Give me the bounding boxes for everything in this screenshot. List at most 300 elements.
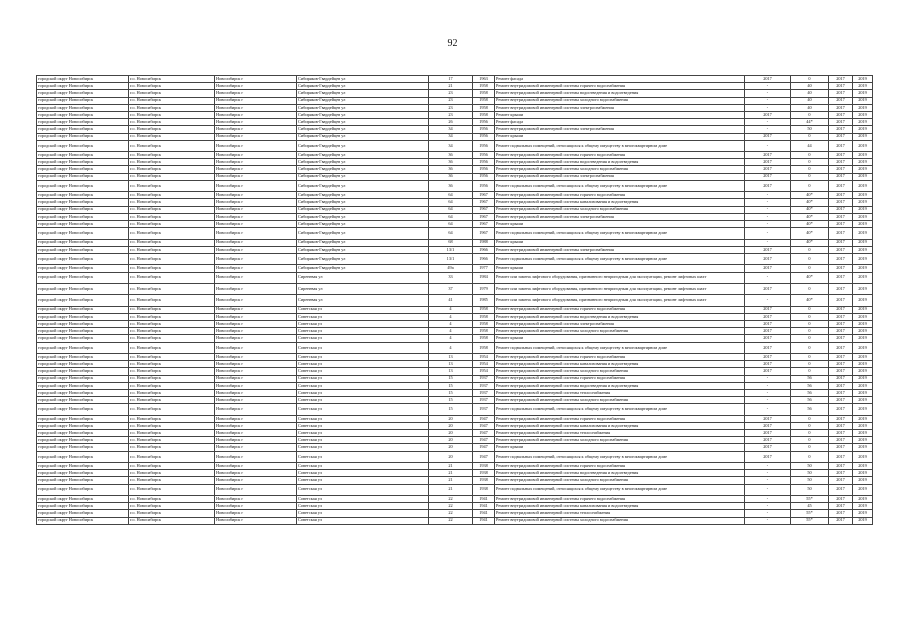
municipality-cell: городской округ Новосибирск [37, 97, 129, 104]
period-start-cell: 2017 [829, 180, 853, 191]
planned-year-cell: - [745, 90, 791, 97]
planned-year-cell: - [745, 228, 791, 239]
value-cell: 40* [791, 239, 829, 246]
table-row [37, 126, 873, 133]
value-cell: 44* [791, 119, 829, 126]
house-cell: 4 [429, 321, 473, 328]
city-cell: Новосибирск г [215, 463, 297, 470]
year-built-cell: 1941 [473, 495, 495, 502]
locality-cell: г.о. Новосибирск [129, 404, 215, 415]
street-cell: Сибиряков-Гвардейцев ул [297, 133, 429, 140]
planned-year-cell: - [745, 517, 791, 524]
municipality-cell: городской округ Новосибирск [37, 104, 129, 111]
period-start-cell: 2017 [829, 192, 853, 199]
period-end-cell: 2019 [853, 152, 873, 159]
table-row [37, 389, 873, 396]
work-type-cell: Ремонт внутридомовой инженерной системы канализования и водоотведения [495, 503, 745, 510]
street-cell: Советская ул [297, 415, 429, 422]
house-cell: 20 [429, 444, 473, 451]
value-cell: 0 [791, 342, 829, 353]
house-cell: 23 [429, 104, 473, 111]
street-cell: Советская ул [297, 382, 429, 389]
work-type-cell: Ремонт внутридомовой инженерной системы холодного водоснабжения [495, 97, 745, 104]
municipality-cell: городской округ Новосибирск [37, 451, 129, 462]
value-cell: 0 [791, 430, 829, 437]
period-end-cell: 2019 [853, 321, 873, 328]
period-end-cell: 2019 [853, 295, 873, 306]
period-start-cell: 2017 [829, 415, 853, 422]
city-cell: Новосибирск г [215, 119, 297, 126]
street-cell: Советская ул [297, 463, 429, 470]
work-type-cell: Ремонт внутридомовой инженерной системы водоотведения и водоотведения [495, 90, 745, 97]
period-start-cell: 2017 [829, 430, 853, 437]
period-start-cell: 2017 [829, 83, 853, 90]
period-end-cell: 2019 [853, 133, 873, 140]
table-row [37, 220, 873, 227]
municipality-cell: городской округ Новосибирск [37, 503, 129, 510]
year-built-cell: 1977 [473, 265, 495, 272]
locality-cell: г.о. Новосибирск [129, 199, 215, 206]
house-cell: 21 [429, 477, 473, 484]
work-type-cell: Ремонт внутридомовой инженерной системы электроснабжения [495, 246, 745, 253]
table-row [37, 444, 873, 451]
value-cell: 40* [791, 220, 829, 227]
house-cell: 4 [429, 328, 473, 335]
year-built-cell: 1937 [473, 397, 495, 404]
planned-year-cell: - [745, 510, 791, 517]
locality-cell: г.о. Новосибирск [129, 328, 215, 335]
work-type-cell: Ремонт внутридомовой инженерной системы электроснабжения [495, 173, 745, 180]
value-cell: 56 [791, 389, 829, 396]
house-cell: 36 [429, 180, 473, 191]
municipality-cell: городской округ Новосибирск [37, 342, 129, 353]
period-start-cell: 2017 [829, 397, 853, 404]
street-cell: Сибиряков-Гвардейцев ул [297, 83, 429, 90]
value-cell: 0 [791, 152, 829, 159]
period-start-cell: 2017 [829, 199, 853, 206]
house-cell: 4 [429, 313, 473, 320]
locality-cell: г.о. Новосибирск [129, 382, 215, 389]
street-cell: Сибиряков-Гвардейцев ул [297, 180, 429, 191]
house-cell: 13/1 [429, 246, 473, 253]
period-start-cell: 2017 [829, 272, 853, 283]
city-cell: Новосибирск г [215, 173, 297, 180]
period-start-cell: 2017 [829, 321, 853, 328]
year-built-cell: 1956 [473, 159, 495, 166]
municipality-cell: городской округ Новосибирск [37, 213, 129, 220]
locality-cell: г.о. Новосибирск [129, 213, 215, 220]
work-type-cell: Ремонт внутридомовой инженерной системы холодного водоснабжения [495, 328, 745, 335]
table-row [37, 321, 873, 328]
work-type-cell: Ремонт подвальных помещений, относящихся к общему имуществу в многоквартирном доме [495, 140, 745, 151]
period-start-cell: 2017 [829, 213, 853, 220]
value-cell: 0 [791, 422, 829, 429]
year-built-cell: 1958 [473, 111, 495, 118]
year-built-cell: 1938 [473, 470, 495, 477]
table-row [37, 119, 873, 126]
locality-cell: г.о. Новосибирск [129, 90, 215, 97]
period-start-cell: 2017 [829, 97, 853, 104]
table-row [37, 470, 873, 477]
municipality-cell: городской округ Новосибирск [37, 239, 129, 246]
house-cell: 15 [429, 404, 473, 415]
period-end-cell: 2019 [853, 517, 873, 524]
locality-cell: г.о. Новосибирск [129, 180, 215, 191]
city-cell: Новосибирск г [215, 484, 297, 495]
city-cell: Новосибирск г [215, 389, 297, 396]
period-start-cell: 2017 [829, 206, 853, 213]
period-end-cell: 2019 [853, 495, 873, 502]
period-start-cell: 2017 [829, 283, 853, 294]
year-built-cell: 1956 [473, 152, 495, 159]
year-built-cell: 1967 [473, 220, 495, 227]
value-cell: 0 [791, 306, 829, 313]
value-cell: 40* [791, 206, 829, 213]
house-cell: 15 [429, 382, 473, 389]
period-start-cell: 2017 [829, 239, 853, 246]
year-built-cell: 1956 [473, 173, 495, 180]
house-cell: 49a [429, 265, 473, 272]
planned-year-cell: 2017 [745, 313, 791, 320]
table-row [37, 382, 873, 389]
value-cell: 56 [791, 382, 829, 389]
period-end-cell: 2019 [853, 306, 873, 313]
city-cell: Новосибирск г [215, 415, 297, 422]
locality-cell: г.о. Новосибирск [129, 104, 215, 111]
year-built-cell: 1954 [473, 354, 495, 361]
table-row [37, 451, 873, 462]
period-start-cell: 2017 [829, 463, 853, 470]
street-cell: Советская ул [297, 361, 429, 368]
planned-year-cell: - [745, 404, 791, 415]
planned-year-cell: - [745, 463, 791, 470]
value-cell: 40 [791, 97, 829, 104]
municipality-cell: городской округ Новосибирск [37, 306, 129, 313]
municipality-cell: городской округ Новосибирск [37, 140, 129, 151]
work-type-cell: Ремонт крыши [495, 265, 745, 272]
house-cell: 41 [429, 295, 473, 306]
value-cell: 0 [791, 159, 829, 166]
period-end-cell: 2019 [853, 368, 873, 375]
municipality-cell: городской округ Новосибирск [37, 382, 129, 389]
street-cell: Сибиряков-Гвардейцев ул [297, 206, 429, 213]
period-end-cell: 2019 [853, 484, 873, 495]
period-start-cell: 2017 [829, 246, 853, 253]
value-cell: 0 [791, 368, 829, 375]
municipality-cell: городской округ Новосибирск [37, 76, 129, 83]
planned-year-cell: - [745, 213, 791, 220]
street-cell: Советская ул [297, 375, 429, 382]
table-row [37, 140, 873, 151]
period-end-cell: 2019 [853, 477, 873, 484]
locality-cell: г.о. Новосибирск [129, 283, 215, 294]
street-cell: Сибиряков-Гвардейцев ул [297, 228, 429, 239]
house-cell: 13 [429, 368, 473, 375]
year-built-cell: 1966 [473, 246, 495, 253]
locality-cell: г.о. Новосибирск [129, 342, 215, 353]
period-start-cell: 2017 [829, 361, 853, 368]
work-type-cell: Ремонт подвальных помещений, относящихся к общему имуществу в многоквартирном доме [495, 451, 745, 462]
municipality-cell: городской округ Новосибирск [37, 422, 129, 429]
period-start-cell: 2017 [829, 517, 853, 524]
street-cell: Советская ул [297, 389, 429, 396]
locality-cell: г.о. Новосибирск [129, 313, 215, 320]
city-cell: Новосибирск г [215, 213, 297, 220]
planned-year-cell: 2017 [745, 321, 791, 328]
period-end-cell: 2019 [853, 97, 873, 104]
year-built-cell: 1958 [473, 313, 495, 320]
table-row [37, 283, 873, 294]
house-cell: 22 [429, 495, 473, 502]
year-built-cell: 1985 [473, 295, 495, 306]
period-start-cell: 2017 [829, 111, 853, 118]
city-cell: Новосибирск г [215, 510, 297, 517]
table-row [37, 463, 873, 470]
house-cell: 20 [429, 430, 473, 437]
period-end-cell: 2019 [853, 265, 873, 272]
work-type-cell: Ремонт внутридомовой инженерной системы холодного водоснабжения [495, 166, 745, 173]
table-row [37, 295, 873, 306]
street-cell: Сибиряков-Гвардейцев ул [297, 253, 429, 264]
house-cell: 64 [429, 228, 473, 239]
municipality-cell: городской округ Новосибирск [37, 199, 129, 206]
period-end-cell: 2019 [853, 354, 873, 361]
year-built-cell: 1958 [473, 321, 495, 328]
house-cell: 34 [429, 133, 473, 140]
city-cell: Новосибирск г [215, 361, 297, 368]
table-row [37, 239, 873, 246]
period-start-cell: 2017 [829, 265, 853, 272]
period-end-cell: 2019 [853, 415, 873, 422]
planned-year-cell: 2017 [745, 133, 791, 140]
table-row [37, 152, 873, 159]
work-type-cell: Ремонт внутридомовой инженерной системы теплоснабжения [495, 430, 745, 437]
street-cell: Советская ул [297, 422, 429, 429]
municipality-cell: городской округ Новосибирск [37, 253, 129, 264]
period-start-cell: 2017 [829, 253, 853, 264]
house-cell: 36 [429, 152, 473, 159]
municipality-cell: городской округ Новосибирск [37, 220, 129, 227]
street-cell: Советская ул [297, 495, 429, 502]
table-row [37, 397, 873, 404]
year-built-cell: 1988 [473, 239, 495, 246]
street-cell: Советская ул [297, 430, 429, 437]
house-cell: 33 [429, 272, 473, 283]
period-end-cell: 2019 [853, 272, 873, 283]
table-row [37, 361, 873, 368]
house-cell: 21 [429, 484, 473, 495]
street-cell: Советская ул [297, 477, 429, 484]
period-start-cell: 2017 [829, 140, 853, 151]
city-cell: Новосибирск г [215, 354, 297, 361]
value-cell: 0 [791, 133, 829, 140]
planned-year-cell: - [745, 470, 791, 477]
municipality-cell: городской округ Новосибирск [37, 111, 129, 118]
period-start-cell: 2017 [829, 484, 853, 495]
city-cell: Новосибирск г [215, 517, 297, 524]
planned-year-cell: - [745, 239, 791, 246]
table-row [37, 90, 873, 97]
work-type-cell: Ремонт внутридомовой инженерной системы электроснабжения [495, 126, 745, 133]
house-cell: 20 [429, 451, 473, 462]
house-cell: 22 [429, 517, 473, 524]
municipality-cell: городской округ Новосибирск [37, 477, 129, 484]
municipality-cell: городской округ Новосибирск [37, 83, 129, 90]
value-cell: 0 [791, 76, 829, 83]
municipality-cell: городской округ Новосибирск [37, 295, 129, 306]
municipality-cell: городской округ Новосибирск [37, 119, 129, 126]
city-cell: Новосибирск г [215, 239, 297, 246]
value-cell: 56 [791, 397, 829, 404]
street-cell: Советская ул [297, 328, 429, 335]
city-cell: Новосибирск г [215, 159, 297, 166]
year-built-cell: 1956 [473, 140, 495, 151]
house-cell: 21 [429, 463, 473, 470]
house-cell: 4 [429, 306, 473, 313]
period-end-cell: 2019 [853, 342, 873, 353]
municipality-cell: городской округ Новосибирск [37, 152, 129, 159]
table-row [37, 430, 873, 437]
municipality-cell: городской округ Новосибирск [37, 495, 129, 502]
planned-year-cell: 2017 [745, 430, 791, 437]
planned-year-cell: - [745, 389, 791, 396]
value-cell: 40* [791, 213, 829, 220]
table-row [37, 246, 873, 253]
capital-repair-register-table [36, 75, 873, 525]
house-cell: 64 [429, 206, 473, 213]
year-built-cell: 1967 [473, 206, 495, 213]
planned-year-cell: - [745, 477, 791, 484]
city-cell: Новосибирск г [215, 83, 297, 90]
work-type-cell: Ремонт крыши [495, 335, 745, 342]
planned-year-cell: 2017 [745, 354, 791, 361]
street-cell: Сибиряков-Гвардейцев ул [297, 159, 429, 166]
street-cell: Сиреневая ул [297, 283, 429, 294]
city-cell: Новосибирск г [215, 321, 297, 328]
year-built-cell: 1958 [473, 306, 495, 313]
period-end-cell: 2019 [853, 213, 873, 220]
city-cell: Новосибирск г [215, 220, 297, 227]
period-start-cell: 2017 [829, 451, 853, 462]
period-end-cell: 2019 [853, 76, 873, 83]
locality-cell: г.о. Новосибирск [129, 246, 215, 253]
value-cell: 0 [791, 180, 829, 191]
page-number: 92 [447, 38, 458, 49]
planned-year-cell: 2017 [745, 152, 791, 159]
work-type-cell: Ремонт внутридомовой инженерной системы электроснабжения [495, 321, 745, 328]
work-type-cell: Ремонт подвальных помещений, относящихся к общему имуществу в многоквартирном доме [495, 180, 745, 191]
house-cell: 26 [429, 119, 473, 126]
planned-year-cell: - [745, 495, 791, 502]
year-built-cell: 1979 [473, 283, 495, 294]
period-start-cell: 2017 [829, 228, 853, 239]
period-start-cell: 2017 [829, 76, 853, 83]
value-cell: 55* [791, 495, 829, 502]
table-row [37, 368, 873, 375]
year-built-cell: 1967 [473, 213, 495, 220]
locality-cell: г.о. Новосибирск [129, 361, 215, 368]
street-cell: Советская ул [297, 451, 429, 462]
house-cell: 64 [429, 199, 473, 206]
year-built-cell: 1958 [473, 328, 495, 335]
period-start-cell: 2017 [829, 422, 853, 429]
period-end-cell: 2019 [853, 335, 873, 342]
planned-year-cell: - [745, 484, 791, 495]
city-cell: Новосибирск г [215, 199, 297, 206]
municipality-cell: городской округ Новосибирск [37, 354, 129, 361]
work-type-cell: Ремонт внутридомовой инженерной системы водоотведения и водоотведения [495, 470, 745, 477]
planned-year-cell: 2017 [745, 180, 791, 191]
house-cell: 36 [429, 173, 473, 180]
work-type-cell: Ремонт внутридомовой инженерной системы горячего водоснабжения [495, 495, 745, 502]
period-start-cell: 2017 [829, 173, 853, 180]
table-row [37, 104, 873, 111]
year-built-cell: 1958 [473, 104, 495, 111]
value-cell: 50 [791, 470, 829, 477]
period-end-cell: 2019 [853, 313, 873, 320]
locality-cell: г.о. Новосибирск [129, 152, 215, 159]
work-type-cell: Ремонт подвальных помещений, относящихся к общему имуществу в многоквартирном доме [495, 253, 745, 264]
house-cell: 23 [429, 111, 473, 118]
value-cell: 50 [791, 484, 829, 495]
planned-year-cell: 2017 [745, 415, 791, 422]
table-row [37, 83, 873, 90]
house-cell: 20 [429, 422, 473, 429]
city-cell: Новосибирск г [215, 206, 297, 213]
street-cell: Советская ул [297, 404, 429, 415]
city-cell: Новосибирск г [215, 495, 297, 502]
work-type-cell: Ремонт внутридомовой инженерной системы горячего водоснабжения [495, 83, 745, 90]
value-cell: 40* [791, 192, 829, 199]
work-type-cell: Ремонт внутридомовой инженерной системы горячего водоснабжения [495, 463, 745, 470]
house-cell: 23 [429, 97, 473, 104]
locality-cell: г.о. Новосибирск [129, 389, 215, 396]
period-end-cell: 2019 [853, 119, 873, 126]
planned-year-cell: - [745, 199, 791, 206]
municipality-cell: городской округ Новосибирск [37, 180, 129, 191]
city-cell: Новосибирск г [215, 111, 297, 118]
period-start-cell: 2017 [829, 152, 853, 159]
table-row [37, 228, 873, 239]
work-type-cell: Ремонт подвальных помещений, относящихся к общему имуществу в многоквартирном доме [495, 228, 745, 239]
city-cell: Новосибирск г [215, 104, 297, 111]
city-cell: Новосибирск г [215, 192, 297, 199]
work-type-cell: Ремонт крыши [495, 133, 745, 140]
work-type-cell: Ремонт подвальных помещений, относящихся к общему имуществу в многоквартирном доме [495, 484, 745, 495]
table-row [37, 510, 873, 517]
planned-year-cell: 2017 [745, 368, 791, 375]
table-row [37, 484, 873, 495]
period-end-cell: 2019 [853, 126, 873, 133]
period-start-cell: 2017 [829, 119, 853, 126]
municipality-cell: городской округ Новосибирск [37, 444, 129, 451]
period-start-cell: 2017 [829, 389, 853, 396]
period-start-cell: 2017 [829, 295, 853, 306]
house-cell: 23 [429, 90, 473, 97]
planned-year-cell: - [745, 140, 791, 151]
street-cell: Советская ул [297, 510, 429, 517]
municipality-cell: городской округ Новосибирск [37, 192, 129, 199]
street-cell: Советская ул [297, 342, 429, 353]
period-end-cell: 2019 [853, 83, 873, 90]
street-cell: Сибиряков-Гвардейцев ул [297, 119, 429, 126]
city-cell: Новосибирск г [215, 272, 297, 283]
street-cell: Советская ул [297, 397, 429, 404]
city-cell: Новосибирск г [215, 133, 297, 140]
period-end-cell: 2019 [853, 361, 873, 368]
house-cell: 37 [429, 283, 473, 294]
year-built-cell: 1956 [473, 126, 495, 133]
